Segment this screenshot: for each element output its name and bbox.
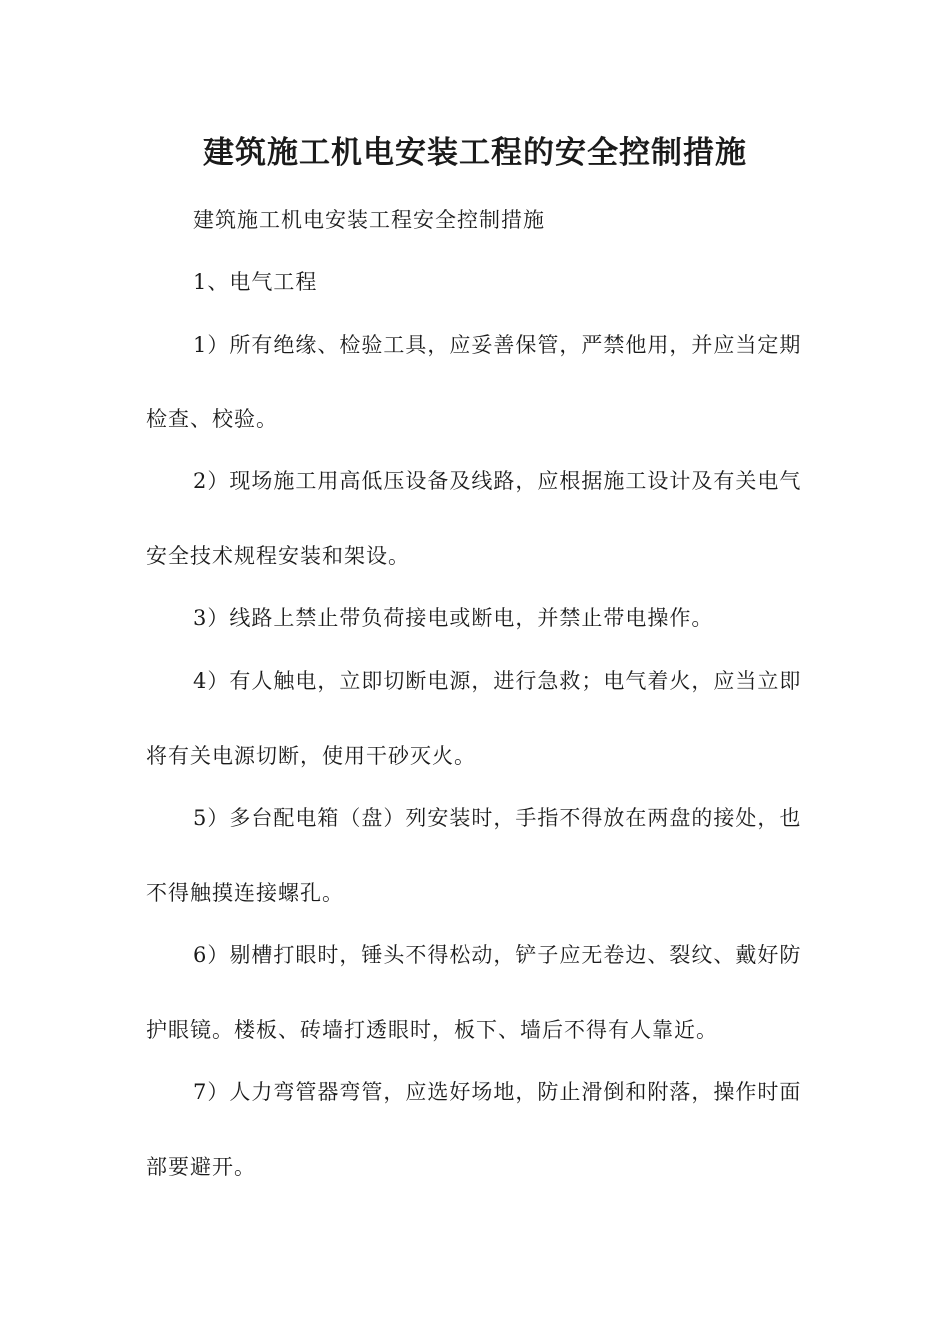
paragraph-line: 部要避开。	[146, 1155, 256, 1179]
paragraph-line: 护眼镜。楼板、砖墙打透眼时，板下、墙后不得有人靠近。	[146, 1018, 718, 1042]
section-heading: 1、电气工程	[193, 270, 318, 294]
paragraph-line: 1）所有绝缘、检验工具，应妥善保管，严禁他用，并应当定期	[193, 333, 802, 357]
paragraph-line: 2）现场施工用高低压设备及线路，应根据施工设计及有关电气	[193, 469, 802, 493]
paragraph-line: 将有关电源切断，使用干砂灭火。	[146, 744, 476, 768]
paragraph-line: 4）有人触电，立即切断电源，进行急救；电气着火，应当立即	[193, 669, 802, 693]
subtitle-line: 建筑施工机电安装工程安全控制措施	[193, 208, 545, 232]
paragraph-line: 3）线路上禁止带负荷接电或断电，并禁止带电操作。	[193, 606, 714, 630]
document-title: 建筑施工机电安装工程的安全控制措施	[203, 135, 747, 171]
paragraph-line: 7）人力弯管器弯管，应选好场地，防止滑倒和附落，操作时面	[193, 1080, 802, 1104]
paragraph-line: 6）剔槽打眼时，锤头不得松动，铲子应无卷边、裂纹、戴好防	[193, 943, 802, 967]
paragraph-line: 安全技术规程安装和架设。	[146, 544, 410, 568]
paragraph-line: 不得触摸连接螺孔。	[146, 881, 344, 905]
paragraph-line: 5）多台配电箱（盘）列安装时，手指不得放在两盘的接处，也	[193, 806, 802, 830]
paragraph-line: 检查、校验。	[146, 407, 278, 431]
